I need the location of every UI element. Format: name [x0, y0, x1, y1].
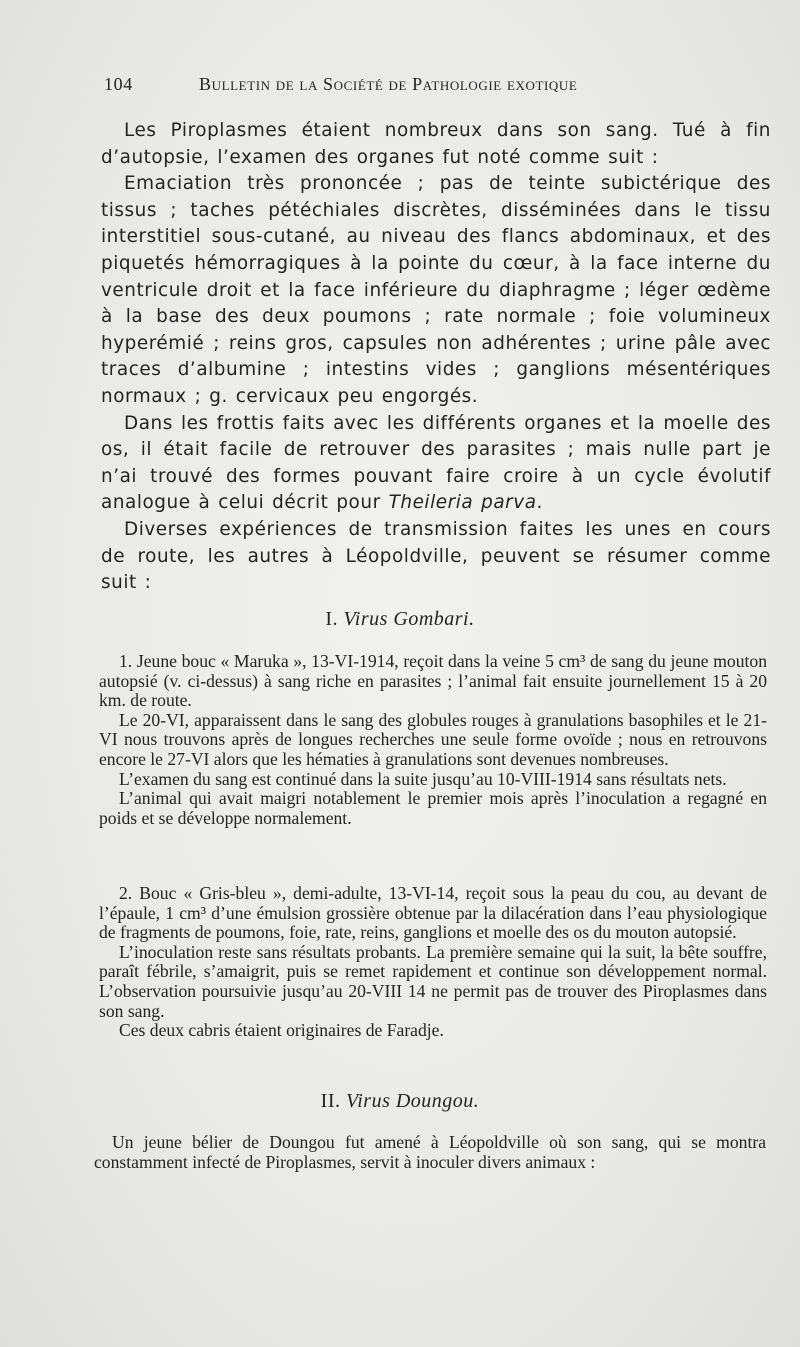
section-1-body-2 [99, 884, 767, 1041]
intro-paragraph-3 [101, 411, 771, 517]
section-2-title: Virus Doungou. [346, 1090, 480, 1112]
section-heading-1 [0, 608, 800, 631]
case-origin: Ces deux cabris étaient originaires de Faradje. [119, 1020, 444, 1041]
species-name: Theileria parva [388, 492, 537, 514]
section-2-numeral: II. [320, 1090, 341, 1112]
case-1-outcome: L’animal qui avait maigri notablement le premier mois après l’inoculation a regagné en poids et se développe normalement. [99, 788, 767, 828]
intro-paragraph-3-end: . [536, 492, 543, 514]
running-title: Bulletin de la Société de Pathologie exotique [199, 74, 578, 94]
section-1-title: Virus Gombari. [343, 608, 475, 630]
section-heading-2 [0, 1090, 800, 1113]
page-number: 104 [104, 74, 133, 94]
section-2-paragraph-1: Un jeune bélier de Doungou fut amené à Léopoldville où son sang, qui se montra constamment infecté de Piroplasmes, servit à inoculer divers animaux : [94, 1132, 766, 1172]
intro-text [101, 118, 771, 597]
case-1-observation: Le 20-VI, apparaissent dans le sang des globules rouges à granulations basophiles et le 21-VI nous trouvons après de longues recherches une seule forme ovoïde ; nous en retrouvons encore le 27-VI alors que les hématies à granulations sont devenues nombreuses. [99, 709, 767, 769]
section-2-body [94, 1133, 766, 1173]
case-1-followup: L’examen du sang est continué dans la suite jusqu’au 10-VIII-1914 sans résultats nets. [119, 768, 727, 789]
section-1-body [99, 652, 767, 828]
intro-paragraph-3-text: Dans les frottis faits avec les différents organes et la moelle des os, il était facile de retrouver des parasites ; mais nulle part je n’ai trouvé des formes pouvant faire croire à un cycle évolutif analogue à celui décrit pour [101, 412, 771, 514]
intro-paragraph-1: Les Piroplasmes étaient nombreux dans son sang. Tué à fin d’autopsie, l’examen des organes fut noté comme suit : [101, 120, 771, 168]
case-1-intro: 1. Jeune bouc « Maruka », 13-VI-1914, reçoit dans la veine 5 cm³ de sang du jeune mouton autopsié (v. ci-dessus) à sang riche en parasites ; l’animal fait ensuite journellement 15 à 20 km. de route. [99, 651, 767, 711]
section-1-numeral: I. [325, 608, 339, 630]
intro-paragraph-2: Emaciation très prononcée ; pas de teinte subictérique des tissus ; taches pétéchiales discrètes, disséminées dans le tissu interstitiel sous-cutané, au niveau des flancs abdominaux, et des piquetés hémorragiques à la pointe du cœur, à la face interne du ventricule droit et la face inférieure du diaphragme ; léger œdème à la base des deux poumons ; rate normale ; foie volumineux hyperémié ; reins gros, capsules non adhérentes ; urine pâle avec traces d’albumine ; intestins vides ; ganglions mésentériques normaux ; g. cervicaux peu engorgés. [101, 173, 771, 407]
intro-paragraph-4: Diverses expériences de transmission faites les unes en cours de route, les autres à Léopoldville, peuvent se résumer comme suit : [101, 518, 771, 594]
case-2-result: L’inoculation reste sans résultats probants. La première semaine qui la suit, la bête souffre, paraît fébrile, s’amaigrit, puis se remet rapidement et continue son développement normal. L’observation poursuivie jusqu’au 20-VIII 14 ne permit pas de trouver des Piroplasmes dans son sang. [99, 941, 767, 1021]
case-2-intro: 2. Bouc « Gris-bleu », demi-adulte, 13-VI-14, reçoit sous la peau du cou, au devant de l’épaule, 1 cm³ d’une émulsion grossière obtenue par la dilacération dans l’eau physiologique de fragments de poumons, foie, rate, reins, ganglions et moelle des os du mouton autopsié. [99, 883, 767, 943]
